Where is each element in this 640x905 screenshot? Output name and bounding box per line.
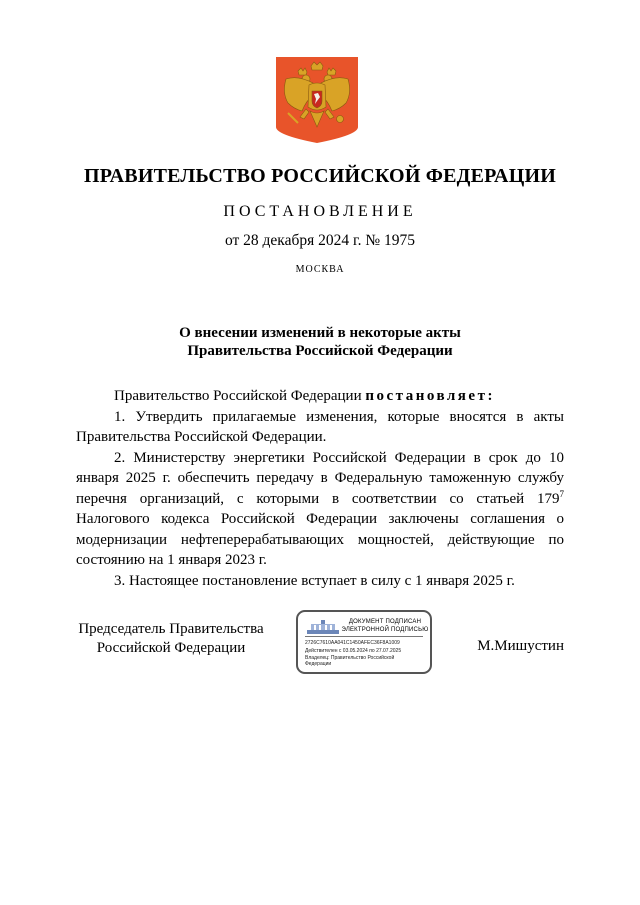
resolution-item-2 [76, 448, 564, 571]
signer-name: М.Мишустин [477, 638, 564, 654]
signer-position [76, 620, 266, 658]
signer-position-line-1: Председатель Правительства [78, 621, 264, 637]
item-2-text-a: 2. Министерству энергетики Российской Федерации в срок до 10 января 2025 г. обеспечить передачу в Федеральную таможенную службу перечня организаций, с которыми в соответствии со статьей 179 [76, 449, 564, 507]
document-type: ПОСТАНОВЛЕНИЕ [223, 203, 417, 220]
document-subject [0, 324, 640, 360]
stamp-owner-line-2: Федерации [305, 661, 332, 667]
document-body [76, 386, 564, 591]
stamp-divider [305, 636, 423, 637]
stamp-title [340, 618, 430, 634]
intro-text: Правительство Российской Федерации [114, 388, 366, 404]
government-title: ПРАВИТЕЛЬСТВО РОССИЙСКОЙ ФЕДЕРАЦИИ [84, 165, 556, 187]
resolution-intro [76, 386, 564, 407]
document-date-number: от 28 декабря 2024 г. № 1975 [224, 232, 416, 249]
government-building-icon [306, 619, 340, 635]
electronic-signature-stamp [296, 610, 432, 674]
resolution-item-1: 1. Утвердить прилагаемые изменения, которые вносятся в акты Правительства Российской Федерации. [76, 408, 564, 445]
resolution-item-3: 3. Настоящее постановление вступает в силу с 1 января 2025 г. [114, 572, 515, 589]
stamp-certificate: 2726C7610AA041C1450AFEC36F8A1009 [305, 640, 400, 646]
stamp-owner-line-1: Владелец: Правительство Российской [305, 655, 395, 661]
subject-line-2: Правительства Российской Федерации [187, 343, 453, 359]
subject-line-1: О внесении изменений в некоторые акты [179, 325, 461, 341]
intro-resolves: постановляет: [365, 388, 495, 404]
stamp-title-line-1: ДОКУМЕНТ ПОДПИСАН [348, 619, 422, 625]
signer-position-line-2: Российской Федерации [96, 640, 246, 656]
coat-of-arms-icon [276, 57, 358, 143]
article-superscript: 7 [559, 488, 564, 499]
stamp-title-line-2: ЭЛЕКТРОННОЙ ПОДПИСЬЮ [341, 627, 429, 633]
document-city: МОСКВА [295, 264, 345, 275]
item-2-text-b: Налогового кодекса Российской Федерации заключены соглашения о модернизации нефтеперерабатывающих мощностей, действующие по состоянию на 1 января 2023 г. [76, 511, 564, 568]
stamp-validity: Действителен с 03.05.2024 по 27.07.2025 [305, 648, 402, 654]
